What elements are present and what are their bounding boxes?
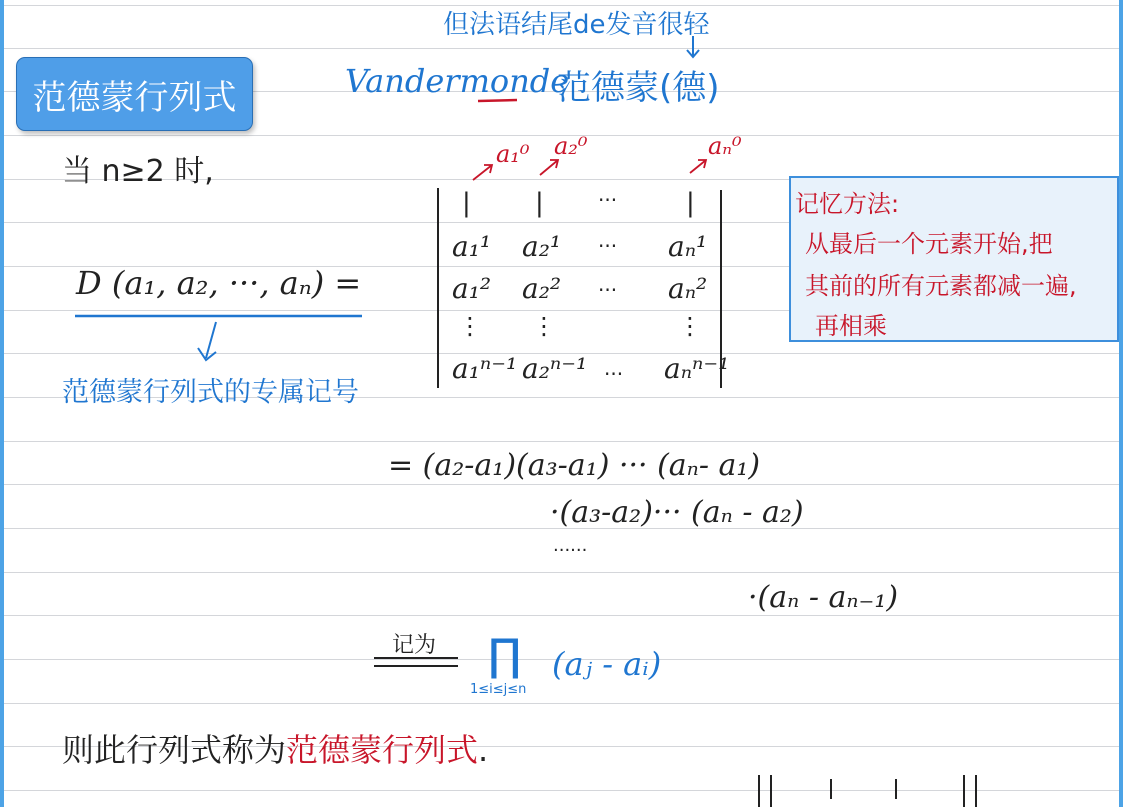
lhs-note: 范德蒙行列式的专属记号 — [62, 377, 359, 408]
matrix-cell: | — [686, 188, 695, 218]
conclusion-term: 范德蒙行列式 — [286, 731, 479, 769]
matrix-cell: ⋮ — [532, 312, 556, 340]
determinant-left-bar — [437, 188, 439, 388]
matrix-cell: aₙⁿ⁻¹ — [664, 352, 730, 385]
title-text: 范德蒙行列式 — [32, 77, 237, 118]
product-subscript: 1≤i≤j≤n — [470, 682, 527, 697]
expansion-line: ·(aₙ - aₙ₋₁) — [748, 580, 899, 615]
title-badge — [16, 57, 253, 131]
page-left-edge — [0, 0, 4, 807]
memory-tip-line: 再相乘 — [815, 312, 887, 340]
matrix-cell: ··· — [598, 278, 618, 302]
conclusion-suffix: . — [478, 731, 489, 769]
memory-tip-line: 其前的所有元素都减一遍, — [805, 272, 1077, 300]
matrix-cell: a₁ⁿ⁻¹ — [452, 352, 518, 385]
matrix-cell: a₂ⁿ⁻¹ — [522, 352, 588, 385]
condition-text: 当 n≥2 时, — [62, 154, 214, 189]
matrix-cell: a₂² — [522, 272, 562, 305]
matrix-cell: a₁¹ — [452, 230, 492, 263]
matrix-cell: | — [535, 188, 544, 218]
annotation-an-zero: aₙ⁰ — [708, 132, 742, 160]
memory-tip-heading: 记忆方法: — [795, 190, 900, 218]
annotation-a2-zero: a₂⁰ — [554, 132, 588, 160]
denote-label: 记为 — [392, 633, 437, 658]
pronunciation-note: 但法语结尾de发音很轻 — [443, 10, 710, 40]
matrix-cell: ··· — [598, 188, 618, 212]
matrix-cell: ··· — [604, 362, 624, 386]
matrix-cell: aₙ² — [668, 272, 708, 305]
matrix-cell: | — [462, 188, 471, 218]
matrix-cell: ··· — [598, 234, 618, 258]
conclusion-sentence — [62, 725, 488, 771]
page-right-edge — [1119, 0, 1123, 807]
matrix-cell: a₁² — [452, 272, 492, 305]
denote-double-rule — [0, 0, 1, 1]
memory-tip-line: 从最后一个元素开始,把 — [805, 230, 1053, 258]
memory-tip-box — [789, 176, 1119, 342]
determinant-lhs: D (a₁, a₂, ···, aₙ) = — [76, 264, 362, 302]
term-chinese: 范德蒙(德) — [557, 68, 720, 108]
expansion-line: ······ — [553, 540, 588, 561]
expansion-line: ·(a₃-a₂)··· (aₙ - a₂) — [550, 495, 804, 530]
expansion-line: = (a₂-a₁)(a₃-a₁) ··· (aₙ- a₁) — [388, 448, 761, 483]
annotation-a1-zero: a₁⁰ — [496, 140, 530, 168]
term-english: Vandermonde — [345, 62, 570, 100]
product-symbol: ∏ — [488, 630, 522, 681]
product-term: (aⱼ - aᵢ) — [552, 645, 662, 683]
conclusion-prefix: 则此行列式称为 — [62, 731, 287, 769]
matrix-cell: a₂¹ — [522, 230, 562, 263]
matrix-cell: ⋮ — [678, 312, 702, 340]
matrix-cell: aₙ¹ — [668, 230, 708, 263]
matrix-cell: ⋮ — [458, 312, 482, 340]
